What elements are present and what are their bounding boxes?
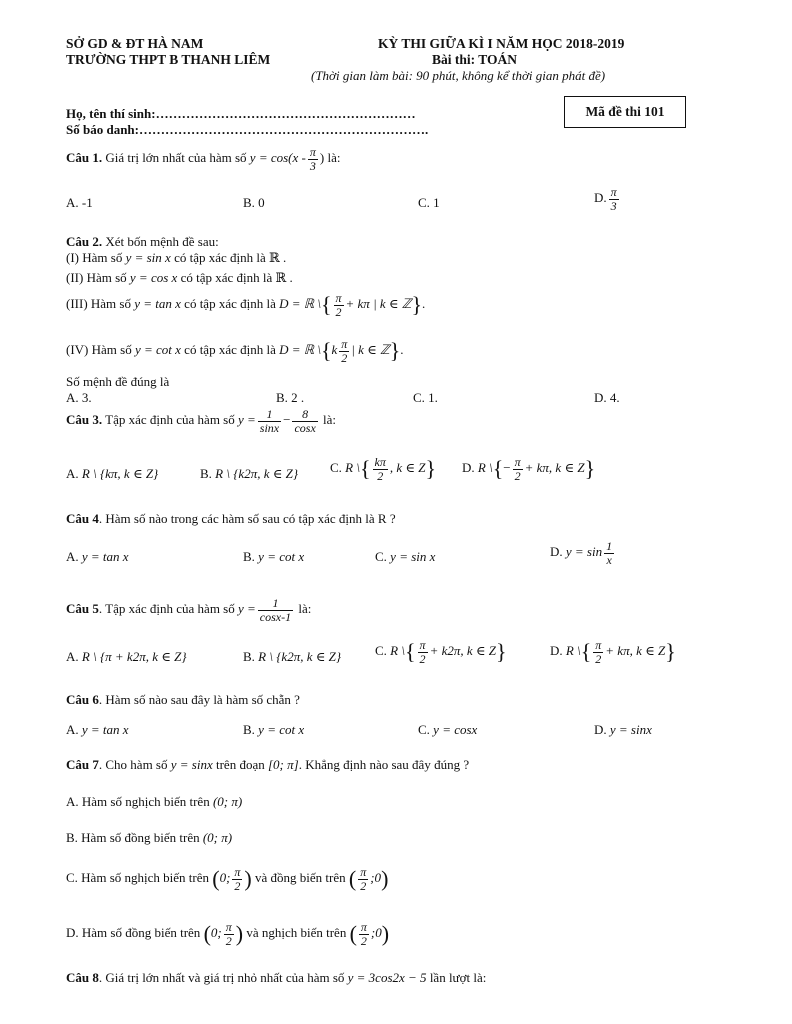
q2-prompt: Số mệnh đề đúng là bbox=[66, 374, 170, 389]
q2-option-d: D. 4. bbox=[594, 390, 620, 405]
question-label: Câu 5 bbox=[66, 601, 99, 617]
q4-option-b: B. y = cot x bbox=[243, 549, 305, 564]
q2-option-a: A. 3. bbox=[66, 390, 92, 405]
question-label: Câu 1. bbox=[66, 150, 103, 166]
question-text: Xét bốn mệnh đề sau: bbox=[105, 234, 219, 249]
q2-statement-4: (IV) Hàm số y = cot x có tập xác định là D = ℝ \{k $\frac{\pi}{2}$ | k ∈ ℤ}. bbox=[66, 337, 404, 365]
q7-option-b: B. Hàm số đồng biến trên (0; π) bbox=[66, 830, 233, 845]
function-expr: y = cos(x - bbox=[249, 150, 306, 166]
q7-option-d: D. Hàm số đồng biến trên (0; $\frac{\pi}{2}$ ) và nghịch biến trên ( $\frac{\pi}{2}$ ;0) bbox=[66, 920, 390, 948]
q5-option-d: D. R \{ $\frac{\pi}{2}$ + kπ, k ∈ Z} bbox=[550, 638, 676, 666]
q5-option-c: C. R \{ $\frac{\pi}{2}$ + k2π, k ∈ Z} bbox=[375, 638, 507, 666]
q1-option-b: B. 0 bbox=[243, 195, 265, 210]
q3-option-c: C. R \{ $\frac{k\pi}{2}$ , k ∈ Z} bbox=[330, 455, 437, 483]
q3-option-a: A. R \ {kπ, k ∈ Z} bbox=[66, 466, 159, 481]
q2-statement-3: (III) Hàm số y = tan x có tập xác định là D = ℝ \{ $\frac{\pi}{2}$ + kπ | k ∈ ℤ}. bbox=[66, 291, 426, 319]
q5-option-b: B. R \ {k2π, k ∈ Z} bbox=[243, 649, 342, 664]
q1-option-d: D. $\frac{\pi}{3}$ bbox=[594, 185, 617, 213]
exam-duration: (Thời gian làm bài: 90 phút, không kể thời gian phát đề) bbox=[311, 68, 606, 83]
q4-option-d: D. y = sin $\frac{1}{x}$ bbox=[550, 539, 613, 567]
q2-statement-1: (I) Hàm số y = sin x có tập xác định là ℝ . bbox=[66, 250, 287, 265]
q2-option-c: C. 1. bbox=[413, 390, 438, 405]
question-label: Câu 7 bbox=[66, 757, 99, 772]
fraction: $\frac{\pi}{3}$ bbox=[309, 145, 316, 173]
question-2 bbox=[66, 234, 219, 250]
exam-subject: Bài thi: TOÁN bbox=[432, 52, 518, 67]
q6-option-b: B. y = cot x bbox=[243, 722, 305, 737]
q4-option-c: C. y = sin x bbox=[375, 549, 436, 564]
question-label: Câu 4 bbox=[66, 511, 99, 526]
q2-option-b: B. 2 . bbox=[276, 390, 305, 405]
department-name: SỞ GD & ĐT HÀ NAM bbox=[66, 36, 204, 51]
question-1: Câu 1. Giá trị lớn nhất của hàm số y = cos(x - $\frac{\pi}{3}$ ) là: bbox=[66, 145, 341, 173]
q4-option-a: A. y = tan x bbox=[66, 549, 129, 564]
student-name-field: Họ, tên thí sinh:…………………………………………………… bbox=[66, 106, 416, 121]
question-label: Câu 2. bbox=[66, 234, 103, 249]
question-5: Câu 5. Tập xác định của hàm số y = $\frac{1}{\cos x-1}$ là: bbox=[66, 596, 312, 624]
q1-option-c: C. 1 bbox=[418, 195, 440, 210]
question-label: Câu 6 bbox=[66, 692, 99, 707]
question-7: Câu 7. Cho hàm số y = sinx trên đoạn [0; π]. Khẳng định nào sau đây đúng ? bbox=[66, 757, 470, 772]
question-3: Câu 3. Tập xác định của hàm số y = $\frac{1}{\sin x}$ − $\frac{8}{\cos x}$ là: bbox=[66, 407, 337, 435]
question-label: Câu 8 bbox=[66, 970, 99, 985]
exam-code-box: Mã đề thi 101 bbox=[564, 96, 686, 128]
q6-option-c: C. y = cosx bbox=[418, 722, 478, 737]
q3-option-d: D. R \{− $\frac{\pi}{2}$ + kπ, k ∈ Z} bbox=[462, 455, 596, 483]
student-id-field: Số báo danh:…………………………………………………………. bbox=[66, 122, 429, 137]
exam-title: KỲ THI GIỮA KÌ I NĂM HỌC 2018-2019 bbox=[378, 36, 625, 51]
q1-option-a: A. -1 bbox=[66, 195, 93, 210]
question-4: Câu 4. Hàm số nào trong các hàm số sau có tập xác định là R ? bbox=[66, 511, 396, 526]
question-8: Câu 8. Giá trị lớn nhất và giá trị nhỏ nhất của hàm số y = 3cos2x − 5 lần lượt là: bbox=[66, 970, 487, 985]
question-label: Câu 3. bbox=[66, 412, 103, 428]
q6-option-d: D. y = sinx bbox=[594, 722, 652, 737]
q6-option-a: A. y = tan x bbox=[66, 722, 129, 737]
question-6: Câu 6. Hàm số nào sau đây là hàm số chẵn ? bbox=[66, 692, 300, 707]
school-name: TRƯỜNG THPT B THANH LIÊM bbox=[66, 52, 271, 67]
q5-option-a: A. R \ {π + k2π, k ∈ Z} bbox=[66, 649, 187, 664]
q3-option-b: B. R \ {k2π, k ∈ Z} bbox=[200, 466, 299, 481]
q2-statement-2: (II) Hàm số y = cos x có tập xác định là ℝ . bbox=[66, 270, 293, 285]
q7-option-c: C. Hàm số nghịch biến trên (0; $\frac{\pi}{2}$ ) và đồng biến trên ( $\frac{\pi}{2}$ ;0) bbox=[66, 865, 389, 893]
q7-option-a: A. Hàm số nghịch biến trên (0; π) bbox=[66, 794, 243, 809]
question-text: Giá trị lớn nhất của hàm số bbox=[105, 150, 247, 166]
